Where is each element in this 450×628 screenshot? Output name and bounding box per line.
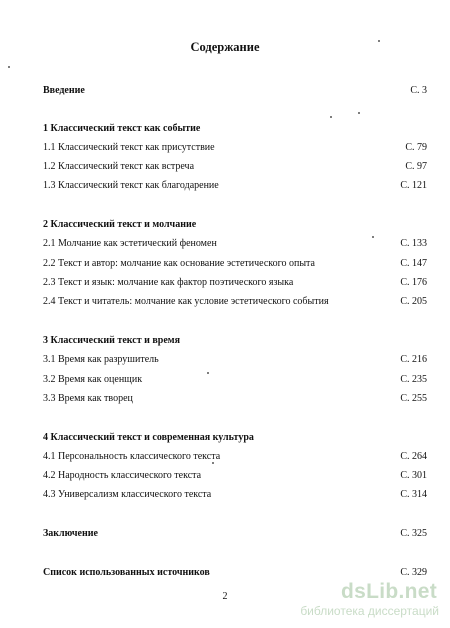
toc-entry-2-1 xyxy=(43,237,427,251)
toc-page: С. 329 xyxy=(400,567,427,578)
toc-entry-3-1 xyxy=(43,353,427,367)
scan-speck xyxy=(330,116,332,118)
watermark-site: dsLib.net xyxy=(340,580,437,603)
toc-label: 2.2 Текст и автор: молчание как основание эстетического опыта xyxy=(43,258,315,269)
toc-page: С. 133 xyxy=(400,238,427,249)
page-number: 2 xyxy=(222,591,228,602)
scan-speck xyxy=(372,236,374,238)
toc-label: 3.1 Время как разрушитель xyxy=(43,354,159,365)
toc-label: Заключение xyxy=(43,528,98,539)
toc-entry-4-2 xyxy=(43,469,427,483)
toc-page: С. 314 xyxy=(400,489,427,500)
toc-entry-2-3 xyxy=(43,276,427,290)
toc-label: 1.2 Классический текст как встреча xyxy=(43,161,195,172)
toc-chapter-4 xyxy=(43,431,427,445)
toc-entry-3-2 xyxy=(43,373,427,387)
toc-label: 3.3 Время как творец xyxy=(43,393,133,404)
toc-label: 4.1 Персональность классического текста xyxy=(43,451,221,462)
scan-speck xyxy=(358,112,360,114)
toc-label: 2 Классический текст и молчание xyxy=(43,219,197,230)
toc-label: 1.1 Классический текст как присутствие xyxy=(43,142,215,153)
toc-label: 3 Классический текст и время xyxy=(43,335,181,346)
toc-entry-1-1 xyxy=(43,141,427,155)
toc-entry-2-2 xyxy=(43,257,427,271)
scan-speck xyxy=(212,462,214,464)
toc-chapter-2 xyxy=(43,218,427,232)
toc-label: Введение xyxy=(43,85,85,96)
toc-entry-2-4 xyxy=(43,295,427,309)
toc-label: 2.1 Молчание как эстетический феномен xyxy=(43,238,217,249)
toc-page: С. 97 xyxy=(405,161,427,172)
toc-entry-references xyxy=(43,566,427,580)
toc-label: 1 Классический текст как событие xyxy=(43,123,201,134)
toc-page: С. 3 xyxy=(410,85,427,96)
watermark-tagline: библиотека диссертаций xyxy=(300,604,439,618)
toc-entry-4-3 xyxy=(43,488,427,502)
toc-label: 1.3 Классический текст как благодарение xyxy=(43,180,219,191)
toc-label: 4.3 Универсализм классического текста xyxy=(43,489,212,500)
toc-page: С. 255 xyxy=(400,393,427,404)
toc-page: С. 325 xyxy=(400,528,427,539)
toc-chapter-3 xyxy=(43,334,427,348)
toc-page: С. 235 xyxy=(400,374,427,385)
toc-entry-3-3 xyxy=(43,392,427,406)
toc-label: 3.2 Время как оценщик xyxy=(43,374,143,385)
toc-page: С. 79 xyxy=(405,142,427,153)
toc-label: 2.3 Текст и язык: молчание как фактор поэтического языка xyxy=(43,277,294,288)
toc-entry-1-2 xyxy=(43,160,427,174)
scan-speck xyxy=(207,372,209,374)
toc-page: С. 301 xyxy=(400,470,427,481)
page-title: Содержание xyxy=(190,40,260,54)
toc-chapter-1 xyxy=(43,122,427,136)
toc-page: С. 205 xyxy=(400,296,427,307)
toc-entry-1-3 xyxy=(43,179,427,193)
toc-page: С. 176 xyxy=(400,277,427,288)
toc-label: 4 Классический текст и современная культура xyxy=(43,432,254,443)
toc-label: 4.2 Народность классического текста xyxy=(43,470,202,481)
toc-page: С. 147 xyxy=(400,258,427,269)
scan-speck xyxy=(8,66,10,68)
toc-page: С. 216 xyxy=(400,354,427,365)
watermark xyxy=(290,580,445,620)
toc-label: Список использованных источников xyxy=(43,567,210,578)
toc-label: 2.4 Текст и читатель: молчание как условие эстетического события xyxy=(43,296,329,307)
toc-page: С. 264 xyxy=(400,451,427,462)
toc-entry-4-1 xyxy=(43,450,427,464)
toc-page: С. 121 xyxy=(400,180,427,191)
toc-entry-introduction xyxy=(43,84,427,98)
toc-entry-conclusion xyxy=(43,527,427,541)
scan-speck xyxy=(378,40,380,42)
